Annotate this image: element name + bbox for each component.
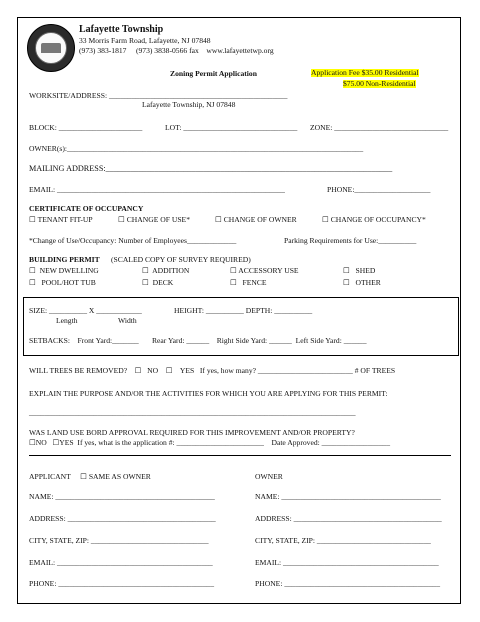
size-length-label: Length	[56, 316, 78, 325]
applicant-name-field[interactable]: NAME: __________________________________________	[29, 492, 215, 501]
applicant-city-field[interactable]: CITY, STATE, ZIP: _______________________________	[29, 536, 209, 545]
co-tenant-fitup-checkbox[interactable]: ☐ TENANT FIT-UP	[29, 215, 93, 224]
size-width-label: Width	[118, 316, 137, 325]
phone-field[interactable]: PHONE:____________________	[327, 185, 431, 194]
trees-question[interactable]: WILL TREES BE REMOVED? ☐ NO ☐ YES If yes, how many? _________________________ # OF TREES	[29, 366, 396, 375]
board-question: WAS LAND USE BORD APPROVAL REQUIRED FOR THIS IMPROVEMENT AND/OR PROPERTY?	[29, 428, 355, 437]
applicant-email-field[interactable]: EMAIL: _________________________________________	[29, 558, 213, 567]
board-answer[interactable]: ☐NO ☐YES If yes, what is the application #: _______________________ Date Approved: __________________	[29, 438, 390, 447]
size-field[interactable]: SIZE: __________ X ____________	[29, 306, 142, 315]
applicant-address-field[interactable]: ADDRESS: _______________________________________	[29, 514, 216, 523]
explain-line[interactable]: ______________________________________________________________________________________	[29, 408, 356, 417]
owner-address-field[interactable]: ADDRESS: _______________________________________	[255, 514, 442, 523]
section-divider	[29, 455, 451, 456]
bp-fence-checkbox[interactable]: ☐ FENCE	[230, 278, 267, 287]
fee-residential: Application Fee $35.00 Residential	[311, 68, 419, 77]
org-contact: (973) 383-1817 (973) 3838-0566 fax www.lafayettetwp.org	[79, 46, 274, 55]
zone-field[interactable]: ZONE: ______________________________	[310, 123, 449, 132]
bp-pool-checkbox[interactable]: ☐ POOL/HOT TUB	[29, 278, 96, 287]
mailing-address-field[interactable]: MAILING ADDRESS:______________________________________________________________________	[29, 164, 393, 173]
bp-addition-checkbox[interactable]: ☐ ADDITION	[142, 266, 190, 275]
owner-field[interactable]: OWNER(s):______________________________________________________________________________	[29, 144, 364, 153]
parking-field[interactable]: Parking Requirements for Use:__________	[284, 236, 417, 245]
email-field[interactable]: EMAIL: ____________________________________________________________	[29, 185, 285, 194]
height-depth-field[interactable]: HEIGHT: __________ DEPTH: __________	[174, 306, 313, 315]
co-change-of-occupancy-checkbox[interactable]: ☐ CHANGE OF OCCUPANCY*	[322, 215, 426, 224]
bp-accessory-use-checkbox[interactable]: ☐ ACCESSORY USE	[230, 266, 299, 275]
bp-shed-checkbox[interactable]: ☐ SHED	[343, 266, 376, 275]
co-title: CERTIFICATE OF OCCUPANCY	[29, 204, 144, 213]
owner-name-field[interactable]: NAME: __________________________________________	[255, 492, 441, 501]
owner-phone-field[interactable]: PHONE: _________________________________________	[255, 579, 440, 588]
co-change-of-use-checkbox[interactable]: ☐ CHANGE OF USE*	[118, 215, 190, 224]
owner-city-field[interactable]: CITY, STATE, ZIP: ______________________________	[255, 536, 431, 545]
bp-deck-checkbox[interactable]: ☐ DECK	[142, 278, 174, 287]
bp-subtitle: (SCALED COPY OF SURVEY REQUIRED)	[111, 255, 251, 264]
org-address: 33 Morris Farm Road, Lafayette, NJ 07848	[79, 36, 211, 45]
applicant-phone-field[interactable]: PHONE: _________________________________________	[29, 579, 214, 588]
worksite-town: Lafayette Township, NJ 07848	[142, 100, 236, 109]
owner-email-field[interactable]: EMAIL: _________________________________________	[255, 558, 439, 567]
block-field[interactable]: BLOCK: ______________________	[29, 123, 143, 132]
owner-header: OWNER	[255, 472, 283, 481]
co-change-of-owner-checkbox[interactable]: ☐ CHANGE OF OWNER	[215, 215, 297, 224]
employees-field[interactable]: *Change of Use/Occupancy: Number of Employees_____________	[29, 236, 237, 245]
township-seal-logo	[27, 24, 75, 72]
explain-question: EXPLAIN THE PURPOSE AND/OR THE ACTIVITIES FOR WHICH YOU ARE APPLYING FOR THIS PERMIT:	[29, 389, 388, 398]
bp-title: BUILDING PERMIT	[29, 255, 100, 264]
bp-new-dwelling-checkbox[interactable]: ☐ NEW DWELLING	[29, 266, 99, 275]
bp-other-checkbox[interactable]: ☐ OTHER	[343, 278, 381, 287]
org-name: Lafayette Township	[79, 24, 164, 35]
form-title: Zoning Permit Application	[170, 69, 257, 78]
fee-nonresidential: $75.00 Non-Residential	[343, 79, 416, 88]
setbacks-field[interactable]: SETBACKS: Front Yard:_______ Rear Yard: ______ Right Side Yard: ______ Left Side Yard: ______	[29, 336, 367, 345]
lot-field[interactable]: LOT: ______________________________	[165, 123, 298, 132]
applicant-header[interactable]: APPLICANT ☐ SAME AS OWNER	[29, 472, 151, 481]
worksite-field[interactable]: WORKSITE/ADDRESS: _______________________________________________	[29, 91, 288, 100]
